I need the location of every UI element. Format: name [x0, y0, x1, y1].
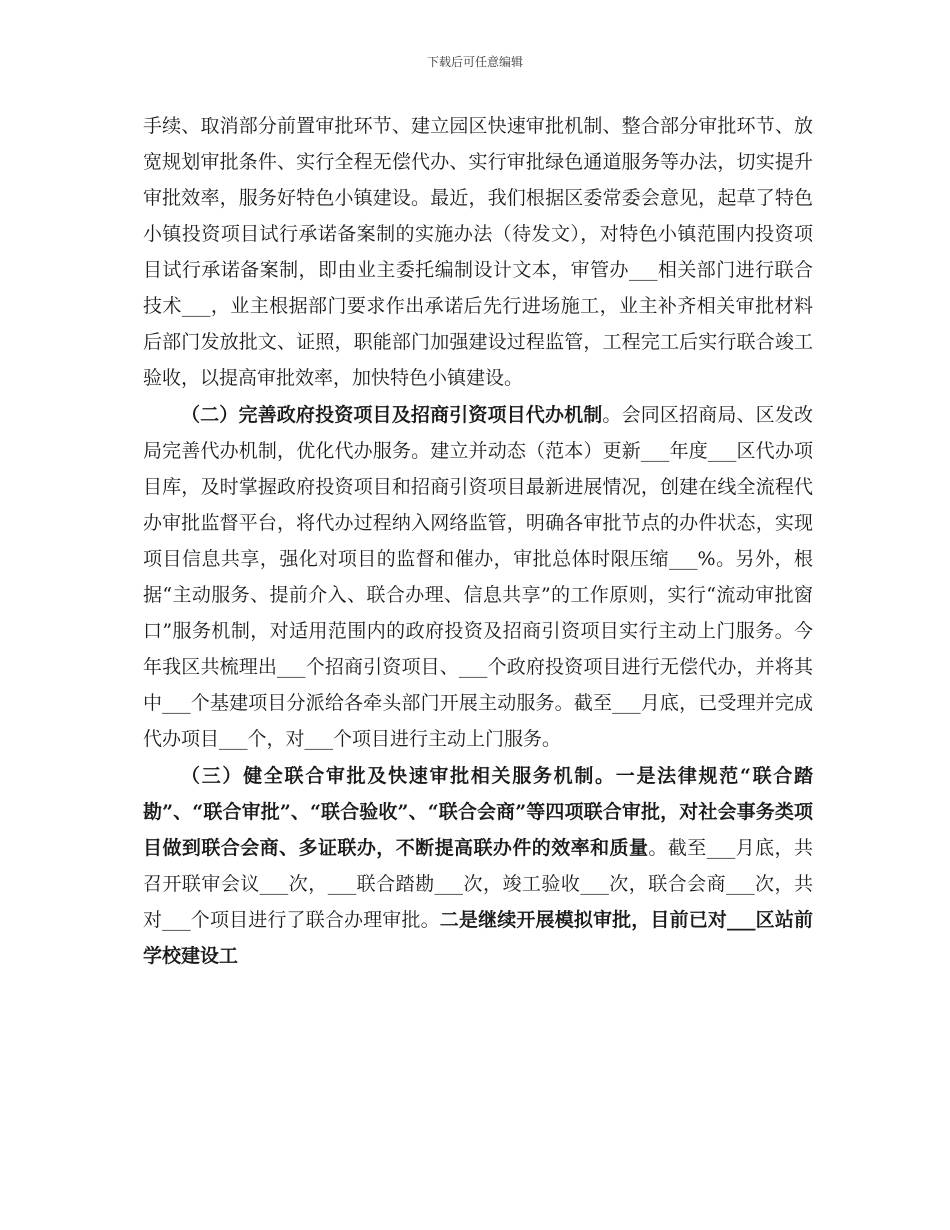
page-header: 下载后可任意编辑 — [426, 55, 523, 69]
paragraph-2-heading: （二）完善政府投资项目及招商引资项目代办机制 — [181, 404, 603, 426]
paragraph-3-heading: （三）健全联合审批及快速审批相关服务机制。一是法律规范“联合踏勘”、“联合审批”、“联合验收”、“联合会商”等四项联合审批，对社会事务类项目做到联合会商、多证联办，不断提高联办件的效率和质量 — [143, 765, 813, 859]
paragraph-3-text: 。截至___月底，共召开联审会议___次，___联合踏勘___次，竣工验收___次，联合会商___次，共对___个项目进行了联合办理审批。 — [143, 837, 813, 931]
paragraph-2-text: 。会同区招商局、区发改局完善代办机制，优化代办服务。建立并动态（范本）更新___年度___区代办项目库，及时掌握政府投资项目和招商引资项目最新进展情况，创建在线全流程代办审批监督平台，将代办过程纳入网络监管，明确各审批节点的办件状态，实现项目信息共享，强化对项目的监督和催办，审批总体时限压缩___%。另外，根据“主动服务、提前介入、联合办理、信息共享”的工作原则，实行“流动审批窗口”服务机制，对适用范围内的政府投资及招商引资项目实行主动上门服务。今年我区共梳理出___个招商引资项目、___个政府投资项目进行无偿代办，并将其中___个基建项目分派给各牵头部门开展主动服务。截至___月底，已受理并完成代办项目___个，对___个项目进行主动上门服务。 — [143, 404, 813, 750]
paragraph-1-text: 手续、取消部分前置审批环节、建立园区快速审批机制、整合部分审批环节、放宽规划审批条件、实行全程无偿代办、实行审批绿色通道服务等办法，切实提升审批效率，服务好特色小镇建设。最近，我们根据区委常委会意见，起草了特色小镇投资项目试行承诺备案制的实施办法（待发文），对特色小镇范围内投资项目试行承诺备案制，即由业主委托编制设计文本，审管办___相关部门进行联合技术___，业主根据部门要求作出承诺后先行进场施工，业主补齐相关审批材料后部门发放批文、证照，职能部门加强建设过程监管，工程完工后实行联合竣工验收，以提高审批效率，加快特色小镇建设。 — [143, 115, 813, 389]
paragraph-2 — [143, 397, 813, 757]
paragraph-3 — [143, 758, 813, 974]
paragraph-3-subheading: 二是继续开展模拟审批，目前已对___区站前学校建设工 — [143, 909, 813, 967]
document-body — [143, 108, 813, 974]
paragraph-1 — [143, 108, 813, 396]
